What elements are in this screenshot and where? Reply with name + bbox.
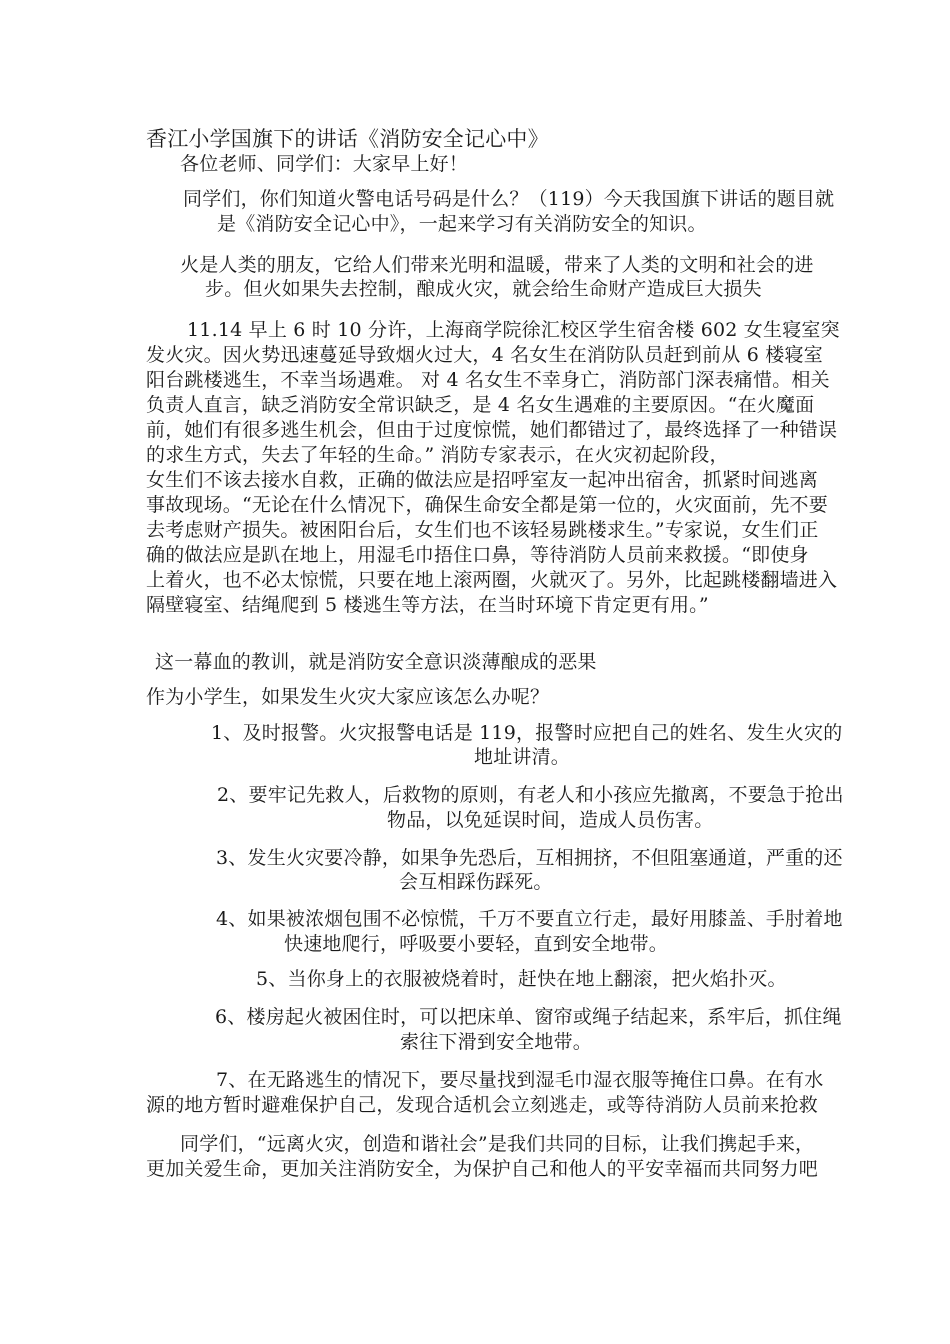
intro-line: 是《消防安全记心中》，一起来学习有关消防安全的知识。 [217,213,707,235]
lesson-line: 这一幕血的教训，就是消防安全意识淡薄酿成的恶果 [155,651,597,673]
greeting: 各位老师、同学们：大家早上好！ [180,153,469,175]
story-line: 隔壁寝室、结绳爬到 5 楼逃生等方法，在当时环境下肯定更有用。” [146,594,709,616]
story-line: 女生们不该去接水自救，正确的做法应是招呼室友一起冲出宿舍，抓紧时间逃离 [146,469,819,491]
closing-line: 更加关爱生命，更加关注消防安全，为保护自己和他人的平安幸福而共同努力吧 [146,1158,819,1180]
document-title: 香江小学国旗下的讲话《消防安全记心中》 [146,127,549,151]
question-line: 作为小学生，如果发生火灾大家应该怎么办呢？ [146,686,550,708]
tip-7-cont: 源的地方暂时避难保护自己，发现合适机会立刻逃走，或等待消防人员前来抢救 [146,1094,819,1116]
tip-2: 2、要牢记先救人，后救物的原则，有老人和小孩应先撤离，不要急于抢出 [217,784,844,806]
story-line: 阳台跳楼逃生，不幸当场遇难。 对 4 名女生不幸身亡，消防部门深表痛惜。相关 [146,369,830,391]
tip-3-cont: 会互相踩伤踩死。 [399,871,553,893]
story-line: 前，她们有很多逃生机会，但由于过度惊慌，她们都错过了，最终选择了一种错误 [146,419,838,441]
tip-7: 7、在无路逃生的情况下，要尽量找到湿毛巾湿衣服等掩住口鼻。在有水 [216,1069,824,1091]
story-line: 负责人直言，缺乏消防安全常识缺乏，是 4 名女生遇难的主要原因。“在火魔面 [146,394,815,416]
story-line: 11.14 早上 6 时 10 分许，上海商学院徐汇校区学生宿舍楼 602 女生寝室突 [187,319,840,341]
tip-6-cont: 索往下滑到安全地带。 [400,1031,593,1053]
fire-paragraph-line: 步。但火如果失去控制，酿成火灾，就会给生命财产造成巨大损失 [205,278,762,300]
tip-5: 5、当你身上的衣服被烧着时，赶快在地上翻滚，把火焰扑灭。 [256,968,787,990]
tip-4-cont: 快速地爬行，呼吸要小要轻，直到安全地带。 [284,933,669,955]
tip-6: 6、楼房起火被困住时，可以把床单、窗帘或绳子结起来，系牢后，抓住绳 [215,1006,842,1028]
tip-1-cont: 地址讲清。 [474,746,571,768]
tip-3: 3、发生火灾要冷静，如果争先恐后，互相拥挤，不但阻塞通道，严重的还 [216,847,843,869]
story-line: 发火灾。因火势迅速蔓延导致烟火过大，4 名女生在消防队员赶到前从 6 楼寝室 [146,344,823,366]
story-line: 去考虑财产损失。被困阳台后，女生们也不该轻易跳楼求生。”专家说，女生们正 [146,519,819,541]
fire-paragraph-line: 火是人类的朋友，它给人们带来光明和温暖，带来了人类的文明和社会的进 [180,254,814,276]
story-line: 确的做法应是趴在地上，用湿毛巾捂住口鼻，等待消防人员前来救援。“即使身 [146,544,809,566]
tip-1: 1、及时报警。火灾报警电话是 119，报警时应把自己的姓名、发生火灾的 [211,722,843,744]
closing-line: 同学们，“远离火灾，创造和谐社会”是我们共同的目标，让我们携起手来， [180,1133,815,1155]
story-line: 事故现场。“无论在什么情况下，确保生命安全都是第一位的，火灾面前，先不要 [146,494,828,516]
story-line: 的求生方式，失去了年轻的生命。” 消防专家表示，在火灾初起阶段， [146,444,729,466]
tip-2-cont: 物品，以免延误时间，造成人员伤害。 [387,809,714,831]
story-line: 上着火，也不必太惊慌，只要在地上滚两圈，火就灭了。另外，比起跳楼翻墙进入 [146,569,838,591]
intro-line: 同学们，你们知道火警电话号码是什么？（119）今天我国旗下讲话的题目就 [183,188,835,210]
tip-4: 4、如果被浓烟包围不必惊慌，千万不要直立行走，最好用膝盖、手肘着地 [216,908,843,930]
